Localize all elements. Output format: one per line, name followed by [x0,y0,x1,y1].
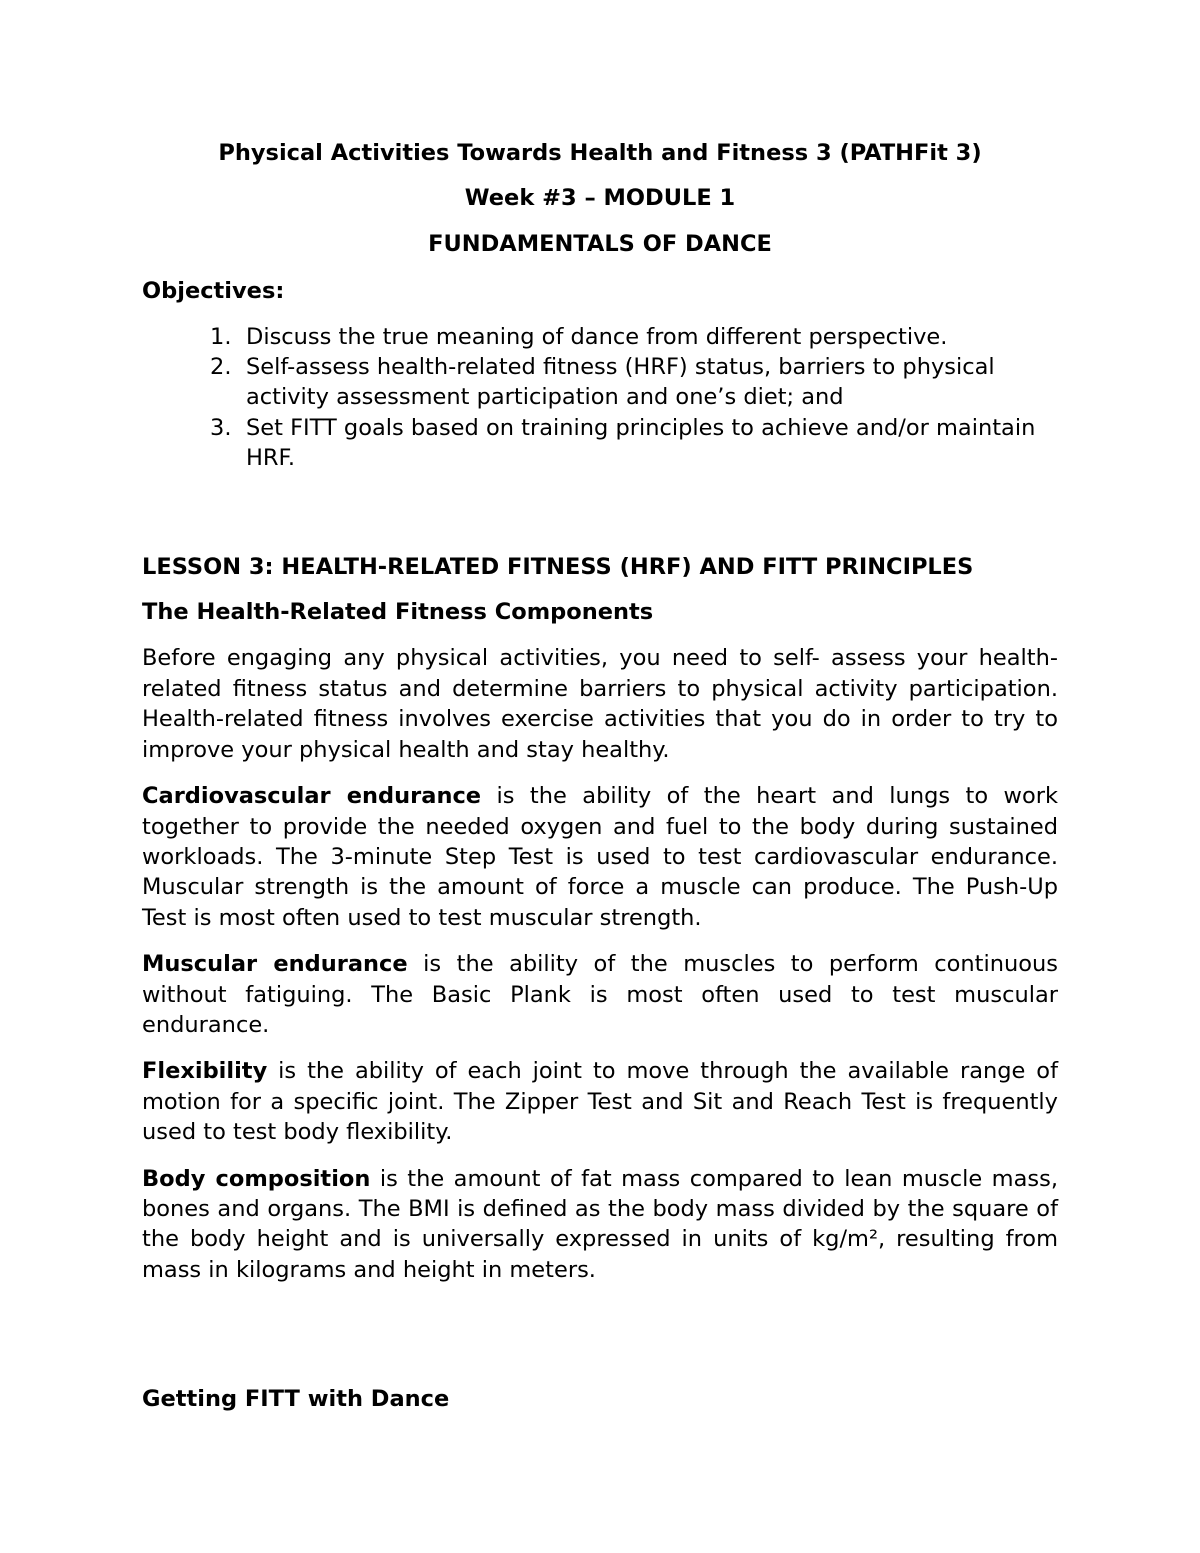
objective-item [210,352,1058,413]
component-paragraph-muscular-endurance [142,949,1058,1040]
module-topic: FUNDAMENTALS OF DANCE [428,230,772,257]
lesson-heading: LESSON 3: HEALTH-RELATED FITNESS (HRF) AND FITT PRINCIPLES [142,553,974,580]
component-text: is the ability of the muscles to perform continuous without fatiguing. The Basic Plank is most often used to test muscular endurance. [142,951,1058,1038]
component-paragraph-cardiovascular [142,781,1058,933]
week-module-label: Week #3 – MODULE 1 [464,185,736,212]
component-term: Muscular endurance [142,951,408,978]
objectives-heading: Objectives: [142,278,285,305]
component-term: Flexibility [142,1058,268,1085]
objective-text: Self-assess health-related fitness (HRF) status, barriers to physical activity assessment participation and one’s diet; and [246,354,995,411]
objective-number: 3. [210,414,232,441]
component-term: Cardiovascular endurance [142,783,482,810]
objective-item [210,322,1058,352]
component-text: is the ability of each joint to move through the available range of motion for a specific joint. The Zipper Test and Sit and Reach Test is frequently used to test body flexibility. [142,1058,1058,1146]
component-text: is the ability of the heart and lungs to work together to provide the needed oxygen and fuel to the body during sustained workloads. The 3-minute Step Test is used to test cardiovascular endurance. Muscular strength is the amount of force a muscle can produce. The Push-Up Test is most often used to test muscular strength. [142,783,1058,931]
document-title: Physical Activities Towards Health and Fitness 3 (PATHFit 3) [218,140,982,166]
objective-text: Set FITT goals based on training principles to achieve and/or maintain HRF. [246,414,1036,472]
component-text: is the amount of fat mass compared to lean muscle mass, bones and organs. The BMI is defined as the body mass divided by the square of the body height and is universally expressed in units of kg/m², resulting from mass in kilograms and height in meters. [142,1165,1058,1283]
component-term: Body composition [142,1165,371,1192]
fitt-section-heading: Getting FITT with Dance [142,1386,450,1412]
component-paragraph-body-composition [142,1164,1058,1286]
document-body [142,138,1058,1301]
component-paragraph-flexibility [142,1056,1058,1147]
objectives-list [142,322,1058,474]
objective-number: 2. [210,354,232,381]
intro-paragraph: Before engaging any physical activities, you need to self- assess your health-related fitness status and determine barriers to physical activity participation. Health-related fitness involves exercise activities that you do in order to try to improve your physical health and stay healthy. [142,645,1058,763]
objective-number: 1. [210,323,232,350]
objective-item [210,413,1058,474]
objective-text: Discuss the true meaning of dance from different perspective. [246,323,948,350]
section-subheading: The Health-Related Fitness Components [142,599,654,626]
